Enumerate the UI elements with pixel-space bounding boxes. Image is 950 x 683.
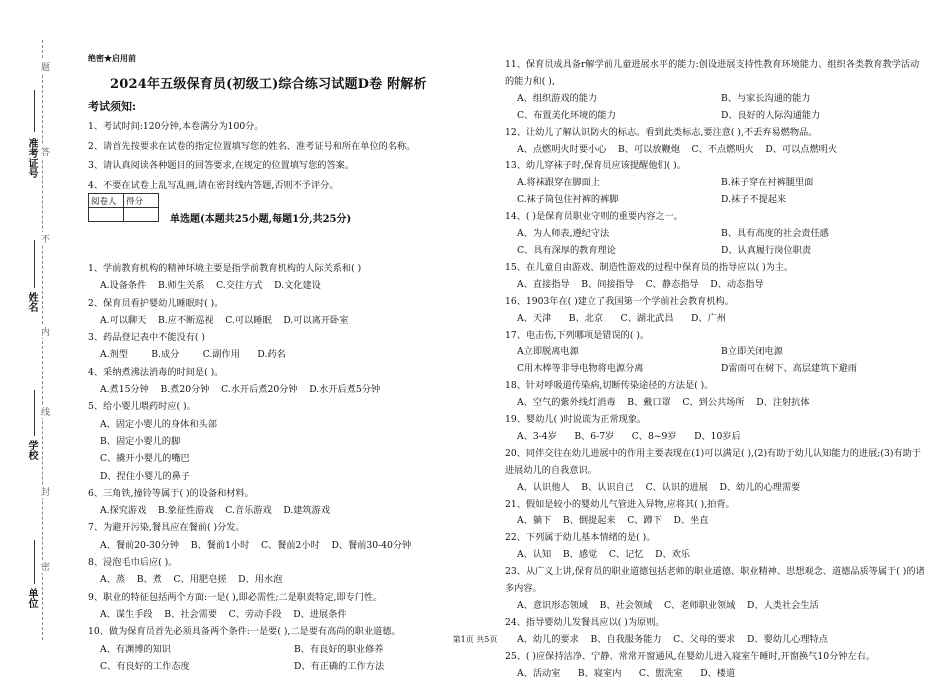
question-item <box>88 329 488 364</box>
question-stem: 10、做为保育员首先必须具备两个条件:一是要( ),二是要有高尚的职业道德。 <box>88 626 401 638</box>
reviewer-cell[interactable] <box>89 208 124 222</box>
answer-options[interactable]: A.可以聊天 B.应不断巡视 C.可以睡眠 D.可以离开卧室 <box>100 314 349 326</box>
answer-option[interactable]: A立即脱离电源 <box>517 346 579 358</box>
notice-list <box>88 117 415 195</box>
question-stem: 2、保育员看护婴幼儿睡眠时( )。 <box>88 297 224 309</box>
answer-options[interactable]: B、固定小婴儿的脚 <box>100 435 181 447</box>
reviewer-header: 阅卷人 <box>89 194 124 208</box>
answer-option[interactable]: B立即关闭电源 <box>721 346 783 358</box>
answer-options[interactable]: C、撬开小婴儿的嘴巴 <box>100 453 190 465</box>
question-stem: 25、( )应保持洁净、宁静、常常开窗通风,在婴幼儿进入寝室午睡时,开窗换气10分钟左右。 <box>505 650 876 662</box>
answer-option-row <box>505 91 925 108</box>
answer-option[interactable]: A、组织游戏的能力 <box>517 92 598 104</box>
seal-char: 封 <box>39 487 49 496</box>
question-stem: 1、学前教育机构的精神环境主要是指学前教育机构的人际关系和( ) <box>88 263 362 274</box>
answer-option-row <box>505 361 925 378</box>
answer-options[interactable]: A、直接指导 B、间接指导 C、静态指导 D、动态指导 <box>517 278 764 290</box>
name-field[interactable] <box>34 240 35 288</box>
question-item <box>88 364 488 399</box>
question-item <box>505 57 925 125</box>
answer-option[interactable]: D、有正确的工作方法 <box>294 660 385 672</box>
answer-option[interactable]: B、与家长沟通的能力 <box>721 92 811 104</box>
answer-options[interactable]: A、空气的紫外线灯消毒 B、戴口罩 C、到公共场所 D、注射抗体 <box>517 397 810 409</box>
answer-option[interactable]: C用木棒等非导电物将电源分离 <box>517 363 644 375</box>
answer-option-row <box>505 226 925 243</box>
section-heading: 单选题(本题共25小题,每题1分,共25分) <box>170 214 352 225</box>
answer-options[interactable]: A、躺下 B、倒提起来 C、蹲下 D、坐直 <box>517 515 709 527</box>
answer-option-row <box>505 344 925 361</box>
question-item <box>505 125 925 159</box>
question-stem: 18、针对呼吸道传染病,切断传染途径的方法是( )。 <box>505 380 714 392</box>
school-label: 学校 <box>26 440 37 460</box>
notice-item: 1、考试时间:120分钟,本卷满分为100分。 <box>88 121 264 132</box>
answer-options[interactable]: A、蒸 B、煮 C、用肥皂搓 D、用水泡 <box>100 574 283 586</box>
answer-option[interactable]: D、良好的人际沟通能力 <box>721 109 821 121</box>
question-item <box>88 295 488 330</box>
question-stem: 15、在儿童自由游戏、制造性游戏的过程中保育员的指导应以( )为主。 <box>505 261 794 273</box>
question-stem: 17、电击伤,下列哪项是错误的( )。 <box>505 329 650 341</box>
question-list-left <box>88 260 488 675</box>
exam-id-label: 准考证号 <box>26 138 37 178</box>
notice-heading: 考试须知: <box>88 100 137 113</box>
question-item <box>505 294 925 328</box>
answer-option-row <box>505 192 925 209</box>
answer-options[interactable]: A、活动室 B、寝室内 C、盥洗室 D、楼道 <box>517 667 736 679</box>
notice-item: 4、不要在试卷上乱写乱画,请在密封线内答题,否则不予评分。 <box>88 179 339 191</box>
answer-option[interactable]: D、认真履行岗位职责 <box>721 244 812 256</box>
exam-id-field[interactable] <box>34 90 35 132</box>
seal-char: 密 <box>39 562 49 571</box>
answer-option[interactable]: C.袜子筒包住衬裤的裤脚 <box>517 194 619 206</box>
answer-options[interactable]: A、意识形态领域 B、社会领域 C、老师职业领域 D、人类社会生活 <box>517 600 819 611</box>
answer-options[interactable]: A、幼儿的要求 B、自我服务能力 C、父母的要求 D、婴幼儿心理特点 <box>517 633 828 645</box>
answer-option[interactable]: D雷雨可在树下、高层建筑下避雨 <box>721 363 857 375</box>
answer-option[interactable]: D.袜子不提起来 <box>721 194 787 206</box>
question-stem: 24、指导婴幼儿发餐具应以( )为原则。 <box>505 616 665 628</box>
name-label: 姓名 <box>26 292 37 312</box>
question-stem: 11、保育员成具备r解学前儿童进展水平的能力:创设进展支持性教育环境能力、组织各类教育教学活动的能力和( ), <box>505 59 920 87</box>
answer-options[interactable]: A、餐前20-30分钟 B、餐前1小时 C、餐前2小时 D、餐前30-40分钟 <box>100 539 412 551</box>
question-item <box>88 623 488 675</box>
answer-option[interactable]: C、布置美化环境的能力 <box>517 109 616 121</box>
answer-option[interactable]: C、具有深厚的教育理论 <box>517 244 616 256</box>
question-stem: 21、假如是较小的婴幼儿气管进入异物,应将其( ),拍背。 <box>505 498 735 510</box>
question-stem: 3、药品登记表中不能没有( ) <box>88 332 205 344</box>
seal-char: 线 <box>39 407 49 416</box>
school-field[interactable] <box>34 390 35 436</box>
answer-options[interactable]: D、捏住小婴儿的鼻子 <box>100 470 191 482</box>
notice-item: 3、请认真阅读各种题目的回答要求,在规定的位置填写您的答案。 <box>88 160 355 171</box>
question-stem: 6、三角铁,撞铃等属于( )的设备和材料。 <box>88 487 254 499</box>
question-item <box>88 589 488 624</box>
answer-option-row <box>88 658 488 675</box>
question-item <box>88 398 488 484</box>
answer-option[interactable]: A.将袜跟穿在脚面上 <box>517 177 601 189</box>
answer-options[interactable]: A.煮15分钟 B.煮20分钟 C.水开后煮20分钟 D.水开后煮5分钟 <box>100 384 381 396</box>
question-stem: 8、浸泡毛巾后应( )。 <box>88 557 178 569</box>
question-item <box>88 519 488 554</box>
score-box <box>88 193 159 222</box>
question-stem: 20、同伴交往在幼儿进展中的作用主要表现在(1)可以满足( ),(2)有助于幼儿认知能力的进展;(3)有助于进展幼儿的自我意识。 <box>505 447 921 476</box>
question-stem: 12、让幼儿了解认识防火的标志。看到此类标志,要注意( ),不丢弃易燃物品。 <box>505 126 818 138</box>
unit-label: 单位 <box>26 588 37 608</box>
question-stem: 23、从广义上讲,保育员的职业道德包括老师的职业道德、职业精神、思想观念、道德品质等属于( )的诸多内容。 <box>505 566 925 595</box>
question-item <box>505 209 925 260</box>
question-stem: 13、幼儿穿袜子时,保育员应该提醒他们( )。 <box>505 160 686 172</box>
answer-option-row <box>505 108 925 125</box>
answer-options[interactable]: A、天津 B、北京 C、湖北武昌 D、广州 <box>517 312 726 324</box>
answer-option[interactable]: B、有良好的职业修养 <box>294 643 384 655</box>
question-item <box>88 260 488 295</box>
question-item <box>505 412 925 446</box>
answer-option[interactable]: B.袜子穿在衬裤腿里面 <box>721 177 814 189</box>
question-item <box>505 328 925 379</box>
question-item <box>505 649 925 683</box>
answer-options[interactable]: A.探究游戏 B.象征性游戏 C.音乐游戏 D.建筑游戏 <box>100 505 331 517</box>
question-item <box>505 378 925 412</box>
answer-option-row <box>505 243 925 260</box>
answer-options[interactable]: A、认知 B、感觉 C、记忆 D、欢乐 <box>517 549 691 561</box>
score-cell[interactable] <box>124 208 159 222</box>
seal-char: 题 <box>39 62 49 71</box>
question-stem: 16、1903年在( )建立了我国第一个学前社会教育机构。 <box>505 295 734 307</box>
seal-char: 答 <box>39 147 49 156</box>
question-stem: 4、采纳煮沸法消毒的时间是( )。 <box>88 366 224 378</box>
answer-option-row <box>505 175 925 192</box>
seal-char: 内 <box>39 327 49 336</box>
question-item <box>505 446 925 497</box>
question-item <box>505 260 925 294</box>
question-stem: 5、给小婴儿喂药时应( )。 <box>88 401 196 413</box>
score-header: 得分 <box>124 194 159 208</box>
question-item <box>505 497 925 531</box>
answer-option[interactable]: B、具有高度的社会责任感 <box>721 228 829 240</box>
question-item <box>88 554 488 589</box>
question-stem: 7、为避开污染,餐具应在餐前( )分发。 <box>88 522 245 534</box>
answer-options[interactable]: A、认识他人 B、认识自己 C、认识的进展 D、幼儿的心理需要 <box>517 481 801 493</box>
question-item <box>88 485 488 520</box>
notice-item: 2、请首先按要求在试卷的指定位置填写您的姓名、准考证号和所在单位的名称。 <box>88 140 416 152</box>
answer-options[interactable]: A、点燃明火时要小心 B、可以放鞭炮 C、不点燃明火 D、可以点燃明火 <box>517 143 838 155</box>
secret-mark: 绝密★启用前 <box>88 53 136 63</box>
question-stem: 9、职业的特征包括两个方面:一是( ),即必需性;二是职责特定,即专门性。 <box>88 591 383 603</box>
question-stem: 19、婴幼儿( )时说谎为正常现象。 <box>505 414 647 426</box>
question-stem: 22、下列属于幼儿基本情绪的是( )。 <box>505 532 656 544</box>
answer-options[interactable]: A.设备条件 B.师生关系 C.交往方式 D.文化建设 <box>100 280 321 292</box>
question-item <box>505 564 925 615</box>
answer-option[interactable]: A、有渊博的知识 <box>100 643 171 655</box>
seal-line <box>42 40 43 640</box>
question-stem: 14、( )是保育员职业守则的重要内容之一。 <box>505 211 683 223</box>
exam-title: 2024年五级保育员(初级工)综合练习试题D卷 附解析 <box>110 77 427 92</box>
answer-option[interactable]: A、为人师表,遵纪守法 <box>517 228 610 240</box>
page-number: 第1页 共5页 <box>452 635 498 644</box>
question-item <box>505 158 925 209</box>
unit-field[interactable] <box>34 540 35 584</box>
answer-options[interactable]: A、固定小婴儿的身体和头部 <box>100 418 217 430</box>
answer-options[interactable]: A.剂型 B.成分 C.副作用 D.药名 <box>100 349 286 361</box>
question-item <box>505 530 925 564</box>
seal-char: 不 <box>39 234 49 243</box>
answer-option[interactable]: C、有良好的工作态度 <box>100 660 190 672</box>
question-list-right <box>505 57 925 683</box>
answer-options[interactable]: A、3-4岁 B、6-7岁 C、8~9岁 D、10岁后 <box>517 430 741 442</box>
answer-options[interactable]: A、谋生手段 B、社会需要 C、劳动手段 D、进展条件 <box>100 608 347 620</box>
